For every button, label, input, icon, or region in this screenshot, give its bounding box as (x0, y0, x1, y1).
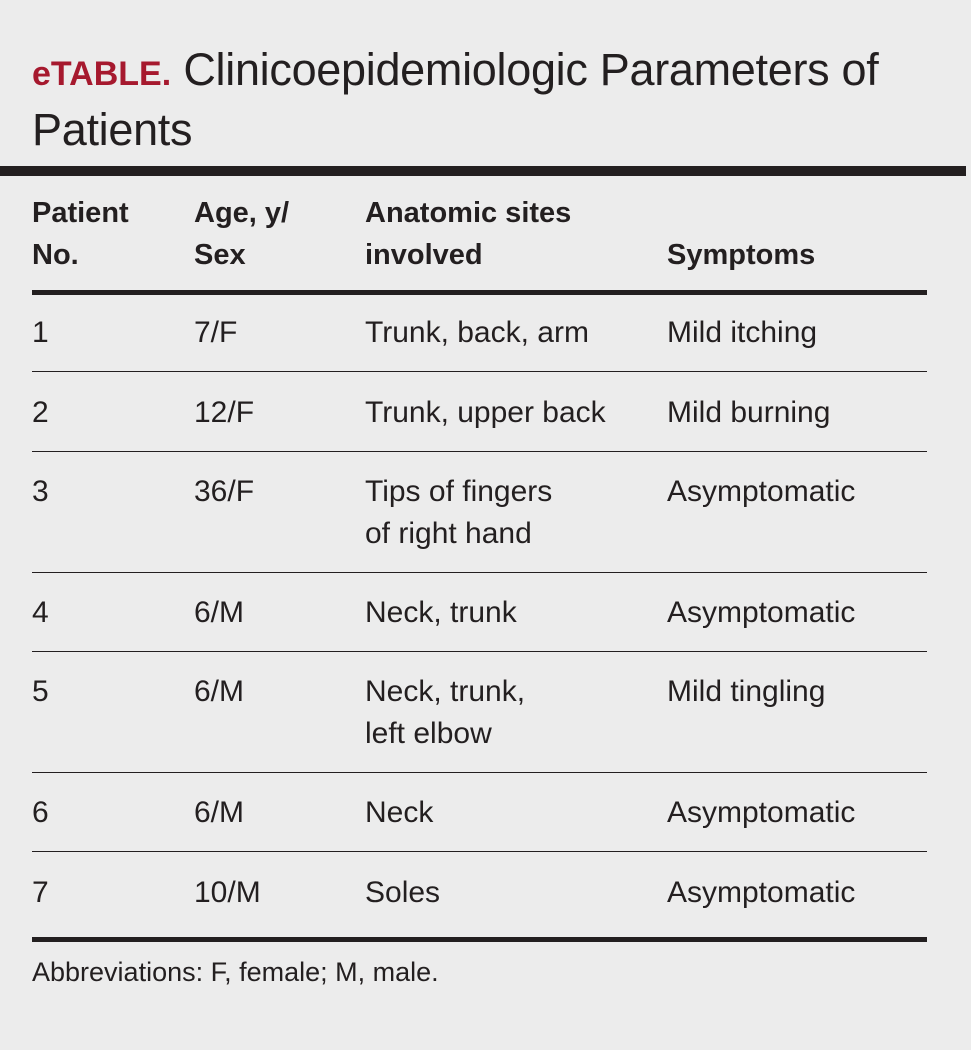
cell-patient-no: 2 (32, 396, 49, 429)
header-patient-no: Patient No. (32, 197, 129, 271)
cell-symptoms: Mild burning (667, 396, 831, 429)
cell-age-sex: 36/F (194, 475, 255, 508)
cell-anatomic-sites: Neck, trunk, left elbow (365, 675, 526, 750)
cell-age-sex: 6/M (194, 596, 245, 629)
cell-patient-no: 3 (32, 475, 49, 508)
top-divider (0, 166, 966, 176)
cell-symptoms: Asymptomatic (667, 796, 856, 829)
cell-symptoms: Mild tingling (667, 675, 826, 708)
table-title-text: Clinicoepidemiologic Parameters of Patients (32, 44, 879, 155)
cell-symptoms: Asymptomatic (667, 475, 856, 508)
row-divider (32, 451, 927, 452)
cell-age-sex: 6/M (194, 675, 245, 708)
cell-anatomic-sites: Trunk, back, arm (365, 316, 589, 349)
row-divider (32, 851, 927, 852)
row-divider (32, 572, 927, 573)
cell-age-sex: 7/F (194, 316, 238, 349)
cell-anatomic-sites: Tips of fingers of right hand (365, 475, 553, 550)
header-age-sex: Age, y/ Sex (194, 197, 290, 271)
cell-symptoms: Asymptomatic (667, 596, 856, 629)
table-label: eTABLE. (32, 55, 172, 93)
cell-patient-no: 4 (32, 596, 49, 629)
row-divider (32, 651, 927, 652)
cell-anatomic-sites: Trunk, upper back (365, 396, 606, 429)
cell-patient-no: 7 (32, 876, 49, 909)
footnote: Abbreviations: F, female; M, male. (32, 957, 439, 987)
header-anatomic-sites: Anatomic sites involved (365, 197, 572, 271)
row-divider (32, 371, 927, 372)
cell-anatomic-sites: Neck, trunk (365, 596, 517, 629)
row-divider (32, 772, 927, 773)
bottom-rule (32, 937, 927, 942)
cell-patient-no: 5 (32, 675, 49, 708)
header-symptoms: Symptoms (667, 239, 816, 271)
cell-age-sex: 12/F (194, 396, 255, 429)
cell-symptoms: Asymptomatic (667, 876, 856, 909)
header-rule (32, 290, 927, 295)
cell-age-sex: 6/M (194, 796, 245, 829)
cell-anatomic-sites: Neck (365, 796, 434, 829)
cell-patient-no: 1 (32, 316, 49, 349)
cell-symptoms: Mild itching (667, 316, 818, 349)
cell-age-sex: 10/M (194, 876, 261, 909)
cell-anatomic-sites: Soles (365, 876, 441, 909)
cell-patient-no: 6 (32, 796, 49, 829)
table-title (32, 42, 952, 158)
